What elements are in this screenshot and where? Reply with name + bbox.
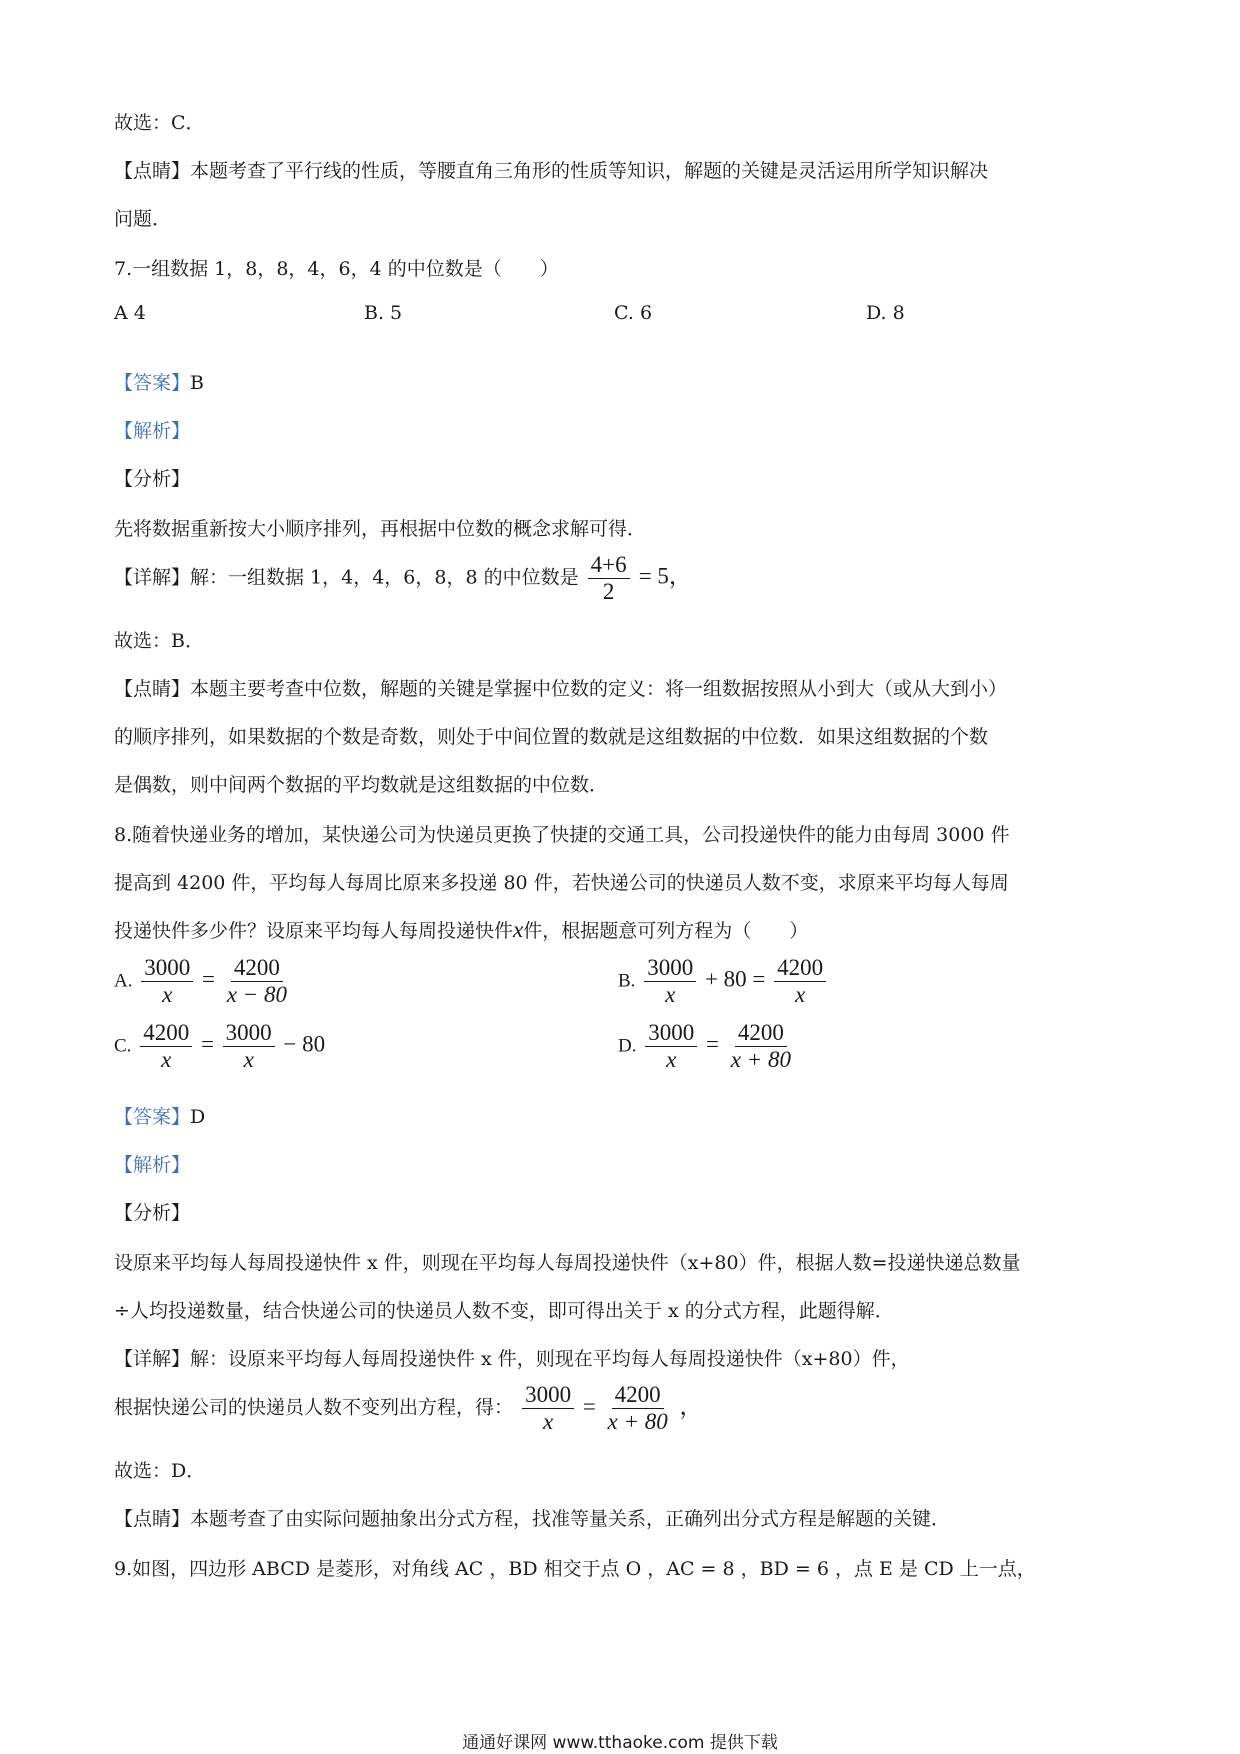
detail-line: 【详解】解：设原来平均每人每周投递快件 x 件，则现在平均每人每周投递快件（x+80）件， [114,1348,910,1370]
fraction [644,955,696,1008]
punct: ， [679,1393,703,1419]
fraction [140,1020,192,1073]
frac-denominator: x [795,981,806,1007]
frac-numerator: 3000 [223,1020,275,1047]
fenxi-text: 设原来平均每人每周投递快件 x 件，则现在平均每人每周投递快件（x+80）件，根据人数=投递快递总数量 [114,1252,1021,1274]
answer-tag: 【答案】 [114,372,191,394]
answer-tag: 【答案】 [114,1106,191,1128]
opt-label: C. [114,1035,132,1057]
operator: + 80 = [704,966,766,992]
q8-text: 投递快件多少件？设原来平均每人每周投递快件 [114,920,514,942]
option-c: C. 6 [614,302,653,324]
fenxi-text: 先将数据重新按大小顺序排列，再根据中位数的概念求解可得． [114,518,647,540]
opt-label: D. [618,1035,637,1057]
frac-denominator: x [665,981,676,1007]
detail-line [114,1382,703,1435]
fraction [774,955,826,1008]
question-7: 7.一组数据 1，8，8，4，6，4 的中位数是（ ） [114,258,559,280]
operator: = [705,1031,719,1057]
frac-denominator: 2 [602,578,615,604]
operator: − 80 [283,1031,326,1057]
detail-text: 【详解】解：一组数据 1，4，4，6，8，8 的中位数是 [114,566,579,589]
text-line: 的顺序排列，如果数据的个数是奇数，则处于中间位置的数就是这组数据的中位数．如果这组数据的个数 [114,726,989,748]
detail-result: = 5， [638,563,692,589]
frac-numerator: 3000 [644,955,696,982]
frac-denominator: x [162,981,173,1007]
fraction [605,1382,671,1435]
fenxi-tag: 【分析】 [114,1202,191,1224]
text-line: 【点睛】本题考查了平行线的性质，等腰直角三角形的性质等知识，解题的关键是灵活运用所学知识解决 [114,160,989,182]
text-line: 【点睛】本题考查了由实际问题抽象出分式方程，找准等量关系，正确列出分式方程是解题的关键． [114,1508,951,1530]
fraction [645,1020,697,1073]
frac-denominator: x [666,1046,677,1072]
answer-line [114,1102,205,1129]
option-a: A 4 [114,302,146,324]
fenxi-tag: 【分析】 [114,468,191,490]
analysis-tag: 【解析】 [114,1154,191,1176]
option-b: B. 5 [364,302,403,324]
frac-numerator: 4200 [612,1382,664,1409]
fraction [728,1020,794,1073]
frac-numerator: 4200 [735,1020,787,1047]
frac-denominator: x − 80 [226,981,287,1007]
frac-numerator: 3000 [141,955,193,982]
text-line: 是偶数，则中间两个数据的平均数就是这组数据的中位数． [114,774,609,796]
q8-option-b [618,955,829,1008]
fraction [223,1020,275,1073]
frac-numerator: 4+6 [588,552,630,579]
frac-numerator: 3000 [522,1382,574,1409]
question-8-line [114,916,808,943]
operator: = [201,966,215,992]
q8-text: 件，根据题意可列方程为（ ） [523,920,809,942]
q8-var: x [513,917,524,942]
frac-numerator: 4200 [774,955,826,982]
text-line: 【点睛】本题主要考查中位数，解题的关键是掌握中位数的定义：将一组数据按照从小到大（或从大到小） [114,678,1008,700]
frac-denominator: x [161,1046,172,1072]
analysis-tag: 【解析】 [114,420,191,442]
frac-numerator: 4200 [231,955,283,982]
text-line: 问题． [114,208,172,230]
answer-value: D [190,1106,206,1128]
operator: = [582,1393,596,1419]
frac-denominator: x + 80 [730,1046,791,1072]
q8-option-d [618,1020,797,1073]
option-d: D. 8 [866,302,905,324]
fraction [522,1382,574,1435]
answer-value: B [190,372,204,394]
q8-option-c [114,1020,325,1073]
detail-text: 根据快递公司的快递员人数不变列出方程，得： [114,1396,514,1419]
frac-numerator: 4200 [140,1020,192,1047]
text-line: 故选：B． [114,630,204,652]
fraction [224,955,290,1008]
opt-label: A. [114,970,133,992]
question-8-line: 8.随着快递业务的增加，某快递公司为快递员更换了快捷的交通工具，公司投递快件的能力由每周 3000 件 [114,824,1010,846]
fraction [588,552,630,605]
text-line: 故选：C． [114,112,205,134]
frac-numerator: 3000 [645,1020,697,1047]
question-9: 9.如图，四边形 ABCD 是菱形，对角线 AC ，BD 相交于点 O ，AC = 8 ，BD = 6 ，点 E 是 CD 上一点， [114,1558,1036,1580]
frac-denominator: x [542,1408,554,1434]
footer: 通通好课网 www.tthaoke.com 提供下载 [462,1733,778,1753]
frac-denominator: x [243,1046,254,1072]
answer-line [114,368,204,395]
opt-label: B. [618,970,636,992]
question-8-line: 提高到 4200 件，平均每人每周比原来多投递 80 件，若快递公司的快递员人数不变，求原来平均每人每周 [114,872,1009,894]
text-line: 故选：D． [114,1460,206,1482]
fraction [141,955,193,1008]
frac-denominator: x + 80 [607,1408,668,1434]
fenxi-text: ÷人均投递数量，结合快递公司的快递员人数不变，即可得出关于 x 的分式方程，此题得解． [114,1300,894,1322]
q8-option-a [114,955,293,1008]
detail-line [114,552,692,605]
operator: = [200,1031,214,1057]
